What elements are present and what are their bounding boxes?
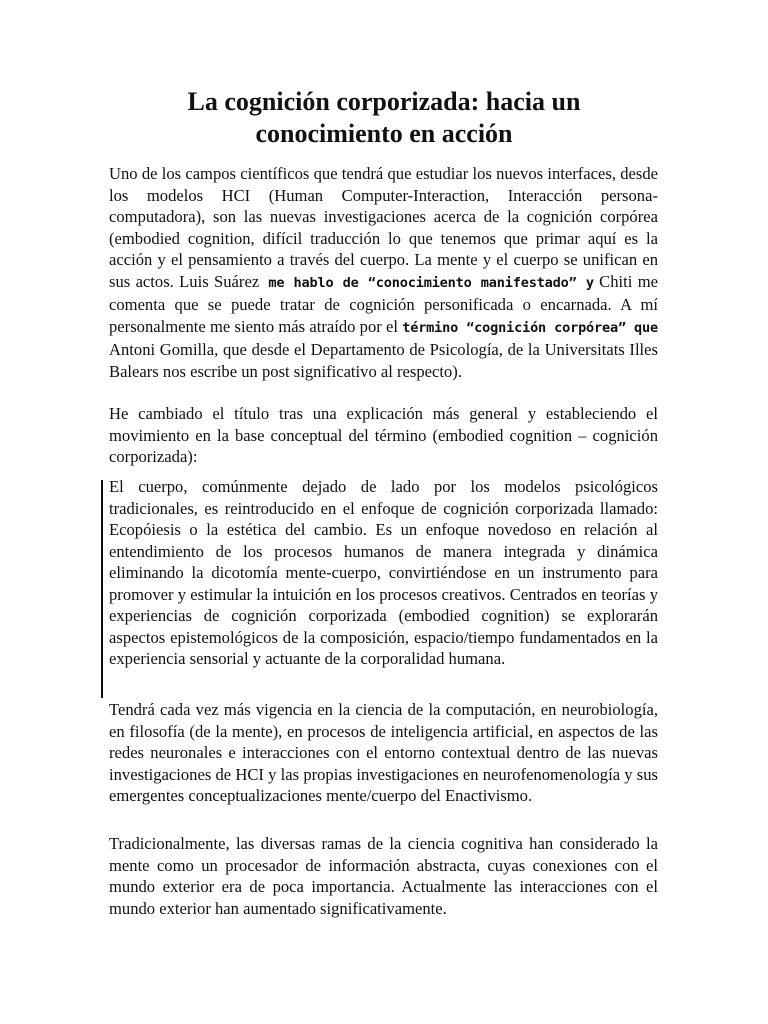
paragraph-tradicionalmente: Tradicionalmente, las diversas ramas de la ciencia cognitiva han considerado la mente como un procesador de información abstracta, cuyas conexiones con el mundo exterior era de poca importancia. Actualmente las interacciones con el mundo exterior han aumentado significativamente. bbox=[109, 834, 658, 918]
document-title: La cognición corporizada: hacia un conocimiento en acción bbox=[187, 87, 581, 148]
intro-text-3: Antoni Gomilla, que desde el Departamento de Psicología, de la Universitats Illes Balears nos escribe un post significativo al respecto). bbox=[109, 340, 658, 381]
intro-text-2: Chiti me comenta que se puede tratar de cognición personificada o encarnada. A mí personalmente me siento más atraído por el bbox=[109, 271, 658, 336]
intro-text-1: Uno de los campos científicos que tendrá que estudiar los nuevos interfaces, desde los modelos HCI (Human Computer-Interaction, Interacción persona-computadora), son las nuevas investigaciones acerca de la cognición corpórea (embodied cognition, difícil traducción lo que tenemos que primar aquí es la acción y el pensamiento a través del cuerpo. La mente y el cuerpo se unifican en sus actos. Luis Suárez bbox=[109, 164, 658, 291]
intro-bold-1: me hablo de “conocimiento manifestado” y bbox=[259, 274, 594, 291]
blockquote-bar bbox=[101, 480, 103, 698]
paragraph-title-change: He cambiado el título tras una explicación más general y estableciendo el movimiento en la base conceptual del término (embodied cognition – cognición corporizada): bbox=[109, 404, 658, 466]
paragraph-vigencia: Tendrá cada vez más vigencia en la ciencia de la computación, en neurobiología, en filosofía (de la mente), en procesos de inteligencia artificial, en aspectos de las redes neuronales e interacciones con el entorno contextual dentro de las nuevas investigaciones de HCI y las propias investigaciones en neurofenomenología y sus emergentes conceptualizaciones mente/cuerpo del Enactivismo. bbox=[109, 700, 658, 805]
blockquote-text: El cuerpo, comúnmente dejado de lado por los modelos psicológicos tradicionales, es reintroducido en el enfoque de cognición corporizada llamado: Ecopóiesis o la estética del cambio. Es un enfoque novedoso en relación al entendimiento de los procesos humanos de manera integrada y dinámica eliminando la dicotomía mente-cuerpo, convirtiéndose en un instrumento para promover y estimular la intuición en los procesos creativos. Centrados en teorías y experiencias de cognición corporizada (embodied cognition) se explorarán aspectos epistemológicos de la composición, espacio/tiempo fundamentados en la experiencia sensorial y actuante de la corporalidad humana. bbox=[109, 477, 658, 668]
paragraph-intro bbox=[109, 163, 658, 382]
intro-bold-2: término “cognición corpórea” que bbox=[402, 319, 658, 336]
